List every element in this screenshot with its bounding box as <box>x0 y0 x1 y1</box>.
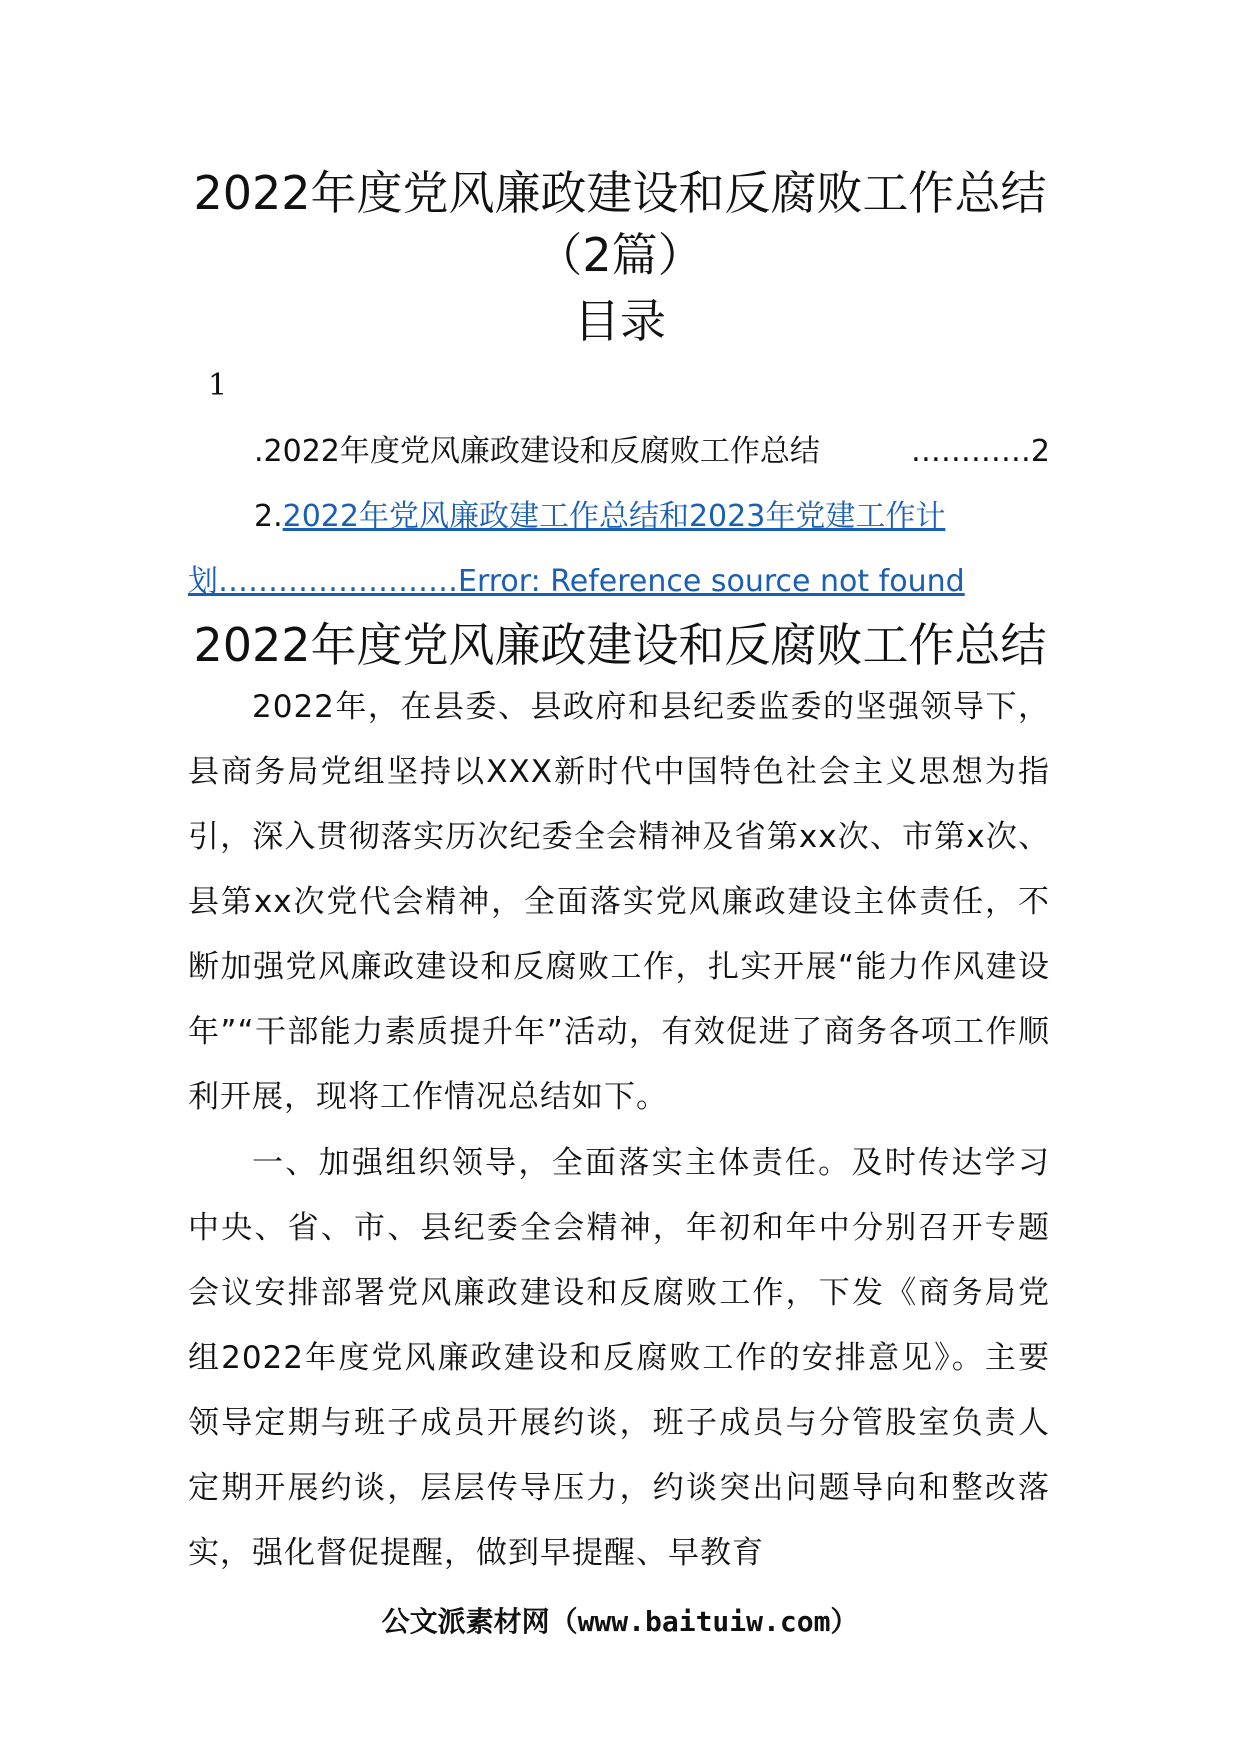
toc-number: 1 <box>208 368 228 403</box>
toc-entry-1-page <box>911 420 1050 484</box>
document-title: 2022年度党风廉政建设和反腐败工作总结 <box>193 166 1047 220</box>
toc-entry-1[interactable] <box>188 420 1050 484</box>
toc-entry-1-text: .2022年度党风廉政建设和反腐败工作总结 <box>254 434 820 469</box>
toc-entry-2-continued <box>188 550 1050 614</box>
document-title-subtitle: （2篇） <box>536 228 704 282</box>
toc-entry-1-dots: ………… <box>910 434 1031 469</box>
toc-entry-2-link-continued[interactable]: 划……………………Error: Reference source not found <box>188 564 965 599</box>
section-title: 2022年度党风廉政建设和反腐败工作总结 <box>193 618 1047 672</box>
toc-heading: 目录 <box>574 294 666 348</box>
toc-entry-1-page-number: 2 <box>1030 434 1050 469</box>
body-paragraph-2: 一、加强组织领导，全面落实主体责任。及时传达学习中央、省、市、县纪委全会精神，年初和年中分别召开专题会议安排部署党风廉政建设和反腐败工作，下发《商务局党组2022年度党风廉政建设和反腐败工作的安排意见》。主要领导定期与班子成员开展约谈，班子成员与分管股室负责人定期开展约谈，层层传导压力，约谈突出问题导向和整改落实，强化督促提醒，做到早提醒、早教育 <box>188 1145 1050 1571</box>
toc-entry-2 <box>188 485 1050 549</box>
body-paragraph-1: 2022年，在县委、县政府和县纪委监委的坚强领导下，县商务局党组坚持以XXX新时代中国特色社会主义思想为指引，深入贯彻落实历次纪委全会精神及省第xx次、市第x次、县第xx次党代会精神，全面落实党风廉政建设主体责任，不断加强党风廉政建设和反腐败工作，扎实开展“能力作风建设年”“干部能力素质提升年”活动，有效促进了商务各项工作顺利开展，现将工作情况总结如下。 <box>188 689 1050 1115</box>
toc-entry-2-link[interactable]: 2022年党风廉政建工作总结和2023年党建工作计 <box>282 499 946 534</box>
footer-watermark: 公文派素材网（www.baituiw.com） <box>381 1605 859 1638</box>
toc-entry-2-prefix: 2. <box>254 499 283 534</box>
